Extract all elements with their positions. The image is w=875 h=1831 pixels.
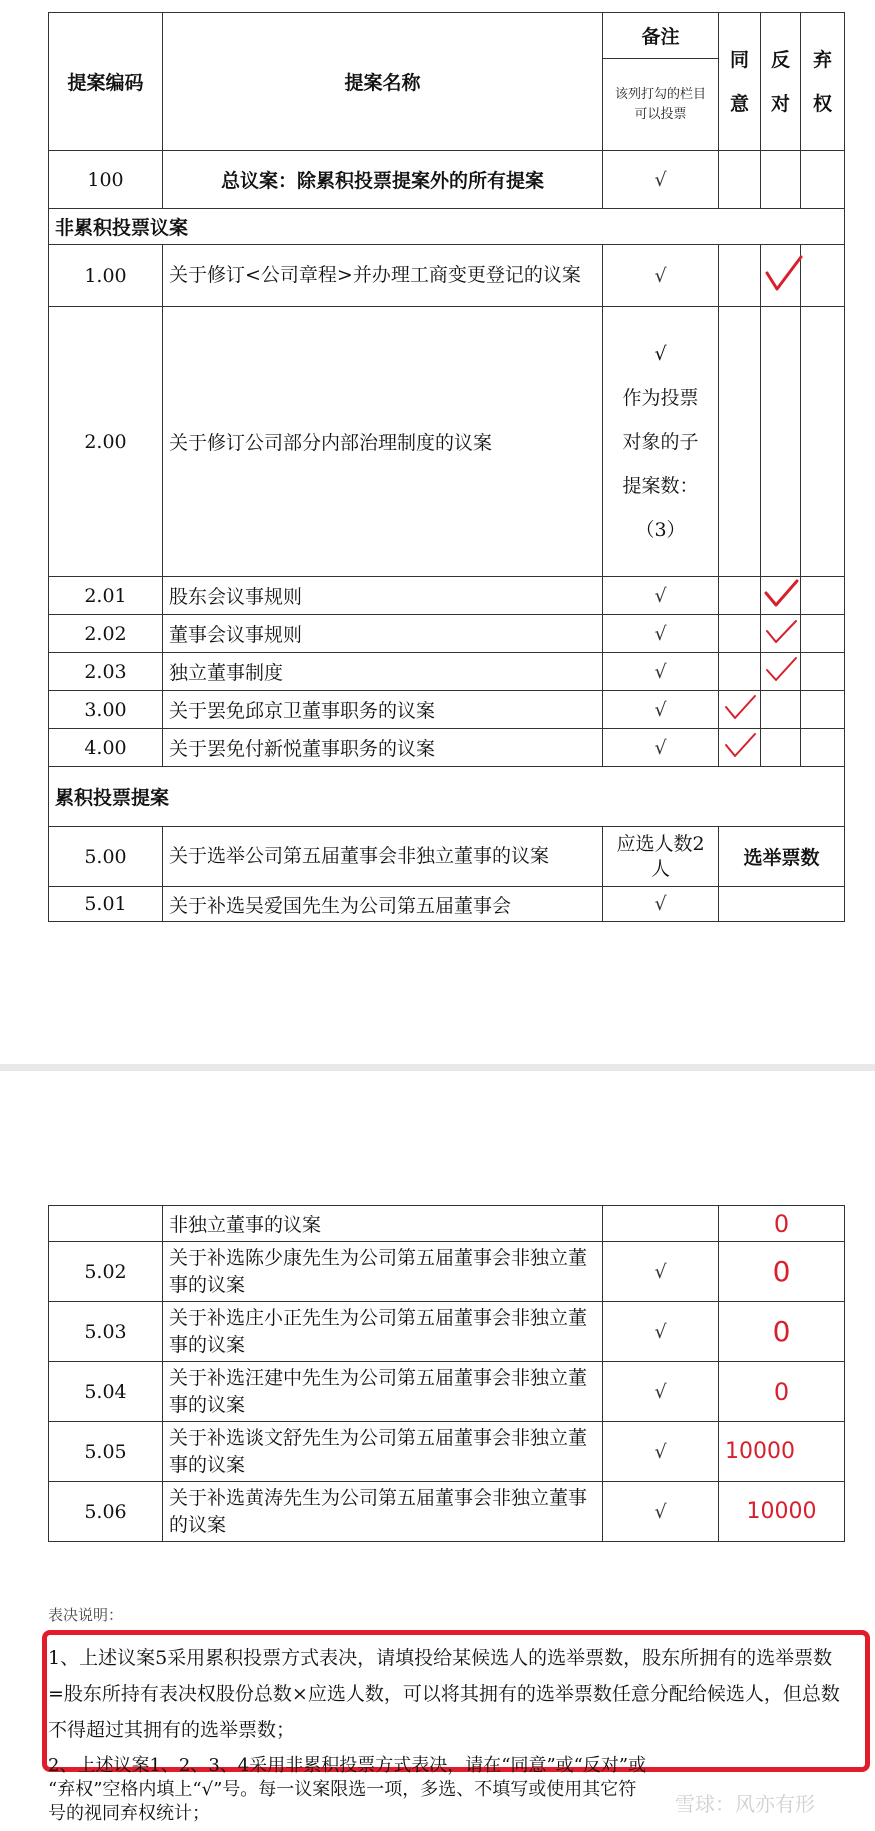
header-name: 提案名称 bbox=[163, 13, 603, 151]
header-abstain-2: 权 bbox=[812, 92, 832, 115]
row-2-03-oppose[interactable] bbox=[761, 653, 801, 691]
header-abstain-1: 弃 bbox=[812, 48, 832, 71]
row-5-04-name: 关于补选汪建中先生为公司第五届董事会非独立董事的议案 bbox=[163, 1362, 603, 1422]
row-4-00-oppose[interactable] bbox=[761, 729, 801, 767]
row-2-00-remark-line: 对象的子 bbox=[622, 430, 699, 453]
row-2-00-agree[interactable] bbox=[719, 307, 761, 577]
watermark: 雪球：风亦有形 bbox=[675, 1792, 815, 1816]
row-100-remark: √ bbox=[603, 151, 719, 209]
row-3-00-code: 3.00 bbox=[49, 691, 163, 729]
row-5-05-name: 关于补选谈文舒先生为公司第五届董事会非独立董事的议案 bbox=[163, 1422, 603, 1482]
row-1-00-remark: √ bbox=[603, 245, 719, 307]
row-5-06-votes[interactable]: 10000 bbox=[719, 1482, 845, 1542]
row-5-00-code: 5.00 bbox=[49, 827, 163, 887]
row-1-00-agree[interactable] bbox=[719, 245, 761, 307]
row-5-02-remark: √ bbox=[603, 1242, 719, 1302]
row-4-00-abstain[interactable] bbox=[801, 729, 845, 767]
handwritten-check-icon bbox=[761, 251, 805, 295]
row-2-00-name: 关于修订公司部分内部治理制度的议案 bbox=[163, 307, 603, 577]
row-2-03-agree[interactable] bbox=[719, 653, 761, 691]
row-5-00-remark: 应选人数2人 bbox=[603, 827, 719, 887]
row-3-00-name: 关于罢免邱京卫董事职务的议案 bbox=[163, 691, 603, 729]
row-2-02-oppose[interactable] bbox=[761, 615, 801, 653]
row-4-00-remark: √ bbox=[603, 729, 719, 767]
row-2-03-code: 2.03 bbox=[49, 653, 163, 691]
header-agree-1: 同 bbox=[729, 48, 749, 71]
row-5-06-code: 5.06 bbox=[49, 1482, 163, 1542]
row-100-abstain[interactable] bbox=[801, 151, 845, 209]
handwritten-check-icon bbox=[761, 653, 801, 685]
proposal-table-bottom bbox=[48, 1205, 845, 1542]
row-2-00-remark-line: （3） bbox=[635, 518, 686, 541]
row-2-00-remark bbox=[603, 307, 719, 577]
notes-label: 表决说明： bbox=[48, 1606, 124, 1624]
handwritten-check-icon bbox=[721, 729, 759, 761]
handwritten-check-icon bbox=[761, 615, 801, 647]
row-2-02-name: 董事会议事规则 bbox=[163, 615, 603, 653]
row-5-03-remark: √ bbox=[603, 1302, 719, 1362]
row-5-04-code: 5.04 bbox=[49, 1362, 163, 1422]
row-1-00-name: 关于修订<公司章程>并办理工商变更登记的议案 bbox=[163, 245, 603, 307]
note-item-1: 1、上述议案5采用累积投票方式表决，请填投给某候选人的选举票数，股东所拥有的选举票数=股东所持有表决权股份总数×应选人数，可以将其拥有的选举票数任意分配给候选人，但总数不得超过其拥有的选举票数； bbox=[48, 1647, 840, 1741]
handwritten-check-icon bbox=[761, 577, 801, 609]
row-3-00-agree[interactable] bbox=[719, 691, 761, 729]
row-5-03-name: 关于补选庄小正先生为公司第五届董事会非独立董事的议案 bbox=[163, 1302, 603, 1362]
row-2-00-oppose[interactable] bbox=[761, 307, 801, 577]
row-5-00-name: 关于选举公司第五届董事会非独立董事的议案 bbox=[163, 827, 603, 887]
row-2-01-code: 2.01 bbox=[49, 577, 163, 615]
row-2-02-agree[interactable] bbox=[719, 615, 761, 653]
row-2-03-abstain[interactable] bbox=[801, 653, 845, 691]
header-abstain bbox=[801, 13, 845, 151]
row-2-01-abstain[interactable] bbox=[801, 577, 845, 615]
row-2-00-remark-line: 提案数： bbox=[622, 474, 699, 497]
row-4-00-name: 关于罢免付新悦董事职务的议案 bbox=[163, 729, 603, 767]
row-2-01-remark: √ bbox=[603, 577, 719, 615]
header-oppose bbox=[761, 13, 801, 151]
header-agree-2: 意 bbox=[729, 92, 749, 115]
proposal-table-top bbox=[48, 12, 845, 922]
row-2-00-abstain[interactable] bbox=[801, 307, 845, 577]
row-2-01-agree[interactable] bbox=[719, 577, 761, 615]
note-item-2-line: 2、上述议案1、2、3、4采用非累积投票方式表决，请在“同意”或“反对”或 bbox=[48, 1755, 647, 1776]
row-2-01-name: 股东会议事规则 bbox=[163, 577, 603, 615]
header-code: 提案编码 bbox=[49, 13, 163, 151]
section-cumulative: 累积投票提案 bbox=[49, 767, 845, 827]
row-5-02-votes[interactable]: 0 bbox=[719, 1242, 845, 1302]
row-cont-name: 非独立董事的议案 bbox=[163, 1206, 603, 1242]
row-5-05-remark: √ bbox=[603, 1422, 719, 1482]
row-5-04-remark: √ bbox=[603, 1362, 719, 1422]
row-100-name: 总议案：除累积投票提案外的所有提案 bbox=[163, 151, 603, 209]
row-2-03-name: 独立董事制度 bbox=[163, 653, 603, 691]
row-100-code: 100 bbox=[49, 151, 163, 209]
header-agree bbox=[719, 13, 761, 151]
header-remark: 备注 bbox=[603, 13, 719, 59]
row-5-03-code: 5.03 bbox=[49, 1302, 163, 1362]
row-1-00-oppose[interactable] bbox=[761, 245, 801, 307]
row-cont-votes[interactable]: 0 bbox=[719, 1206, 845, 1242]
row-5-06-remark: √ bbox=[603, 1482, 719, 1542]
row-5-05-code: 5.05 bbox=[49, 1422, 163, 1482]
header-oppose-1: 反 bbox=[770, 48, 790, 71]
row-2-00-code: 2.00 bbox=[49, 307, 163, 577]
row-5-01-votes[interactable] bbox=[719, 887, 845, 922]
section-non-cumulative: 非累积投票议案 bbox=[49, 209, 845, 245]
row-100-agree[interactable] bbox=[719, 151, 761, 209]
row-5-01-remark: √ bbox=[603, 887, 719, 922]
handwritten-check-icon bbox=[721, 691, 759, 723]
header-remark-sub: 该列打勾的栏目可以投票 bbox=[603, 59, 719, 151]
header-oppose-2: 对 bbox=[770, 92, 790, 115]
row-cont-code bbox=[49, 1206, 163, 1242]
row-5-01-code: 5.01 bbox=[49, 887, 163, 922]
page-divider bbox=[0, 1064, 875, 1071]
row-5-00-votes-header: 选举票数 bbox=[719, 827, 845, 887]
row-5-03-votes[interactable]: 0 bbox=[719, 1302, 845, 1362]
row-2-00-remark-line: 作为投票 bbox=[622, 386, 699, 409]
row-5-02-code: 5.02 bbox=[49, 1242, 163, 1302]
row-3-00-abstain[interactable] bbox=[801, 691, 845, 729]
note-item-2-line: “弃权”空格内填上“√”号。每一议案限选一项，多选、不填写或使用其它符 bbox=[48, 1779, 637, 1800]
row-3-00-oppose[interactable] bbox=[761, 691, 801, 729]
row-5-05-votes[interactable]: 10000 bbox=[719, 1422, 845, 1482]
row-3-00-remark: √ bbox=[603, 691, 719, 729]
row-2-02-code: 2.02 bbox=[49, 615, 163, 653]
row-5-02-name: 关于补选陈少康先生为公司第五届董事会非独立董事的议案 bbox=[163, 1242, 603, 1302]
row-4-00-code: 4.00 bbox=[49, 729, 163, 767]
note-item-2-line: 号的视同弃权统计； bbox=[48, 1803, 210, 1824]
row-2-02-abstain[interactable] bbox=[801, 615, 845, 653]
row-1-00-code: 1.00 bbox=[49, 245, 163, 307]
row-1-00-abstain[interactable] bbox=[801, 245, 845, 307]
row-5-01-name: 关于补选吴爱国先生为公司第五届董事会 bbox=[163, 887, 603, 922]
row-2-01-oppose[interactable] bbox=[761, 577, 801, 615]
row-5-06-name: 关于补选黄涛先生为公司第五届董事会非独立董事的议案 bbox=[163, 1482, 603, 1542]
row-2-03-remark: √ bbox=[603, 653, 719, 691]
row-4-00-agree[interactable] bbox=[719, 729, 761, 767]
row-2-02-remark: √ bbox=[603, 615, 719, 653]
row-cont-remark bbox=[603, 1206, 719, 1242]
row-5-04-votes[interactable]: 0 bbox=[719, 1362, 845, 1422]
row-2-00-remark-line: √ bbox=[654, 342, 667, 365]
row-100-oppose[interactable] bbox=[761, 151, 801, 209]
